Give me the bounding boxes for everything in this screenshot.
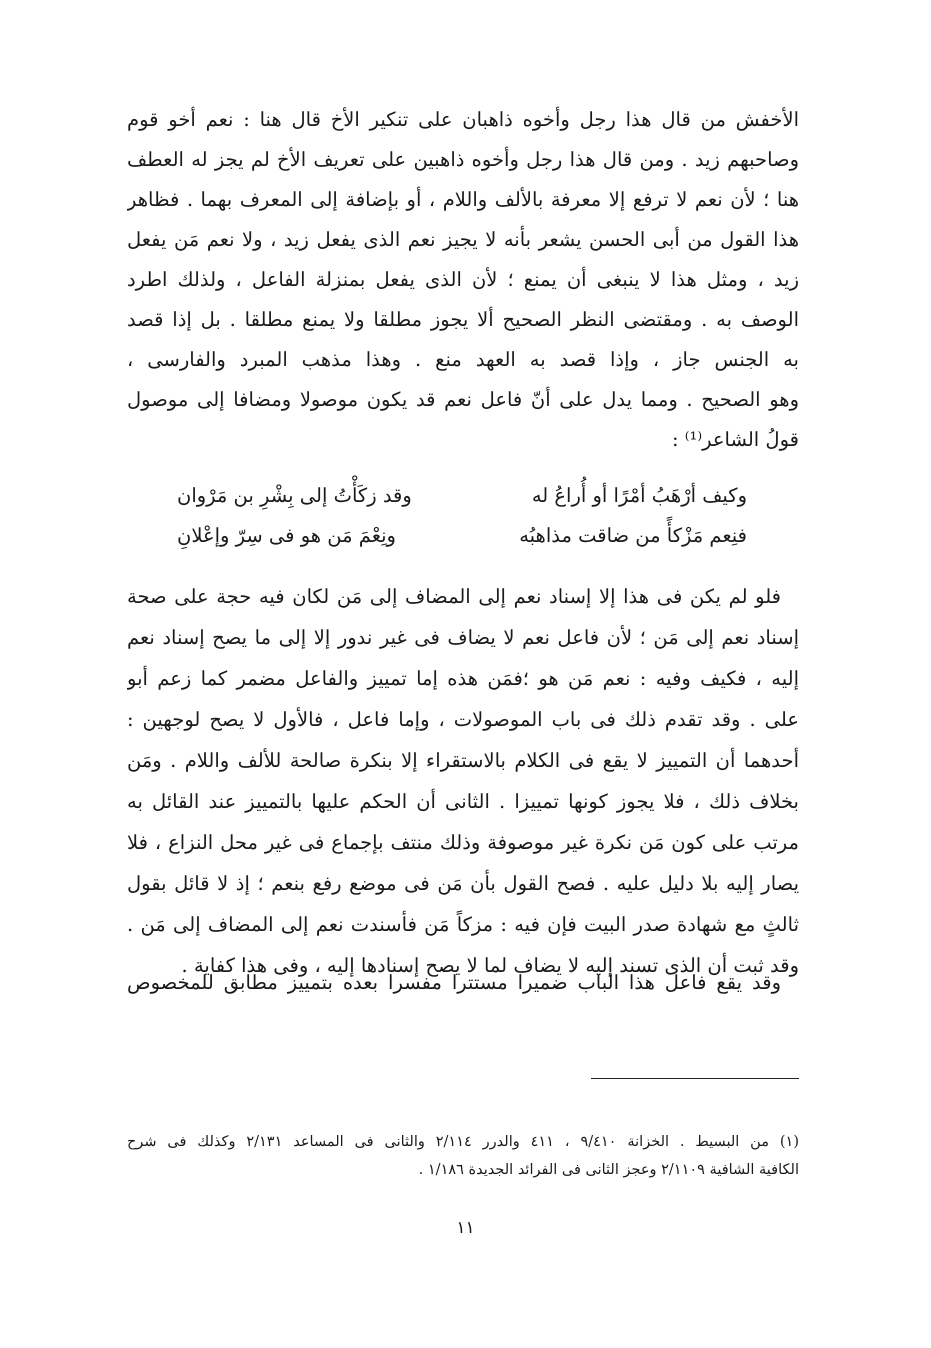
text-line: هنا ؛ لأن نعم لا ترفع إلا معرفة بالألف واللام ، أو بإضافة إلى المعرف بهما . فظاهر: [127, 188, 799, 211]
text-line: وقد ثبت أن الذى تسند إليه لا يضاف لما لا يصح إسنادها إليه ، وفى هذا كفاية .: [181, 954, 799, 977]
text-line: بخلاف ذلك ، فلا يجوز كونها تمييزا . الثانى أن الحكم عليها بالتمييز عند القائل به: [127, 790, 799, 813]
text-line: فلو لم يكن فى هذا إلا إسناد نعم إلى المضاف إلى مَن لكان فيه حجة على صحة: [127, 585, 781, 608]
verse-first-hemistich: وكيف أرْهَبُ أمْرًا أو أُراعُ له: [531, 484, 747, 507]
text-line: وصاحبهم زيد . ومن قال هذا رجل وأخوه ذاهبين على تعريف الأخ لم يجز له العطف: [127, 148, 799, 171]
footnote-line: (١) من البسيط . الخزانة ٩/٤١٠ ، ٤١١ والدرر ٢/١١٤ والثانى فى المساعد ٢/١٣١ وكذلك فى شرح: [127, 1134, 799, 1150]
page-number: ١١: [456, 1218, 475, 1238]
paragraph-closing: [127, 963, 799, 1003]
text-line: ثالثٍ مع شهادة صدر البيت فإن فيه : مزكاً مَن فأسندت نعم إلى المضاف إلى مَن .: [127, 913, 799, 936]
text-line: به الجنس جاز ، وإذا قصد به العهد منع . وهذا مذهب المبرد والفارسى ،: [127, 348, 799, 371]
verse-row: [127, 516, 799, 556]
text-line: الأخفش من قال هذا رجل وأخوه ذاهبان على تنكير الأخ قال هنا : نعم أخو قوم: [127, 108, 799, 131]
text-line: إسناد نعم إلى مَن ؛ لأن فاعل نعم لا يضاف فى غير ندور إلا إلى ما يصح إسناد نعم: [127, 626, 799, 649]
footnote-divider: [591, 1078, 799, 1079]
verse-second-hemistich: وقد زكَأْتُ إلى بِشْرِ بن مَرْوان: [177, 484, 412, 507]
verse-first-hemistich: فنِعم مَزْكأً من ضاقت مذاهبُه: [519, 524, 747, 547]
text-line: أحدهما أن التمييز لا يقع فى الكلام بالاستقراء إلا بنكرة صالحة للألف واللام . ومَن: [127, 749, 799, 772]
paragraph-argument: [127, 576, 799, 986]
verse-second-hemistich: ونِعْمَ مَن هو فى سِرّ وإعْلانِ: [177, 524, 396, 547]
text-line: يصار إليه بلا دليل عليه . فصح القول بأن مَن فى موضع رفع بنعم ؛ إذ لا قائل بقول: [127, 872, 799, 895]
text-line: قولُ الشاعر⁽¹⁾ :: [671, 428, 799, 451]
paragraph-intro: [127, 100, 799, 460]
footnote-line: الكافية الشافية ٢/١١٠٩ وعجز الثانى فى الفرائد الجديدة ١/١٨٦ .: [418, 1162, 799, 1178]
text-line: وهو الصحيح . ومما يدل على أنّ فاعل نعم قد يكون موصولا ومضافا إلى موصول: [127, 388, 799, 411]
text-line: الوصف به . ومقتضى النظر الصحيح ألا يجوز مطلقا ولا يمنع مطلقا . بل إذا قصد: [127, 308, 799, 331]
text-line: هذا القول من أبى الحسن يشعر بأنه لا يجيز نعم الذى يفعل زيد ، ولا نعم مَن يفعل: [127, 228, 799, 251]
text-line: مرتب على كون مَن نكرة غير موصوفة وذلك منتف بإجماع فى غير محل النزاع ، فلا: [127, 831, 799, 854]
text-line: إليه ، فكيف وفيه : نعم مَن هو ؛فمَن هذه إما تمييز والفاعل مضمر كما زعم أبو: [127, 667, 799, 690]
text-line: على . وقد تقدم ذلك فى باب الموصولات ، وإما فاعل ، فالأول لا يصح لوجهين :: [127, 708, 799, 731]
text-line: وقد يقع فاعل هذا الباب ضميرا مستترا مفسرا بعده بتمييز مطابق للمخصوص: [127, 971, 781, 994]
verse-row: [127, 476, 799, 516]
footnotes: [127, 1128, 799, 1184]
text-line: زيد ، ومثل هذا لا ينبغى أن يمنع ؛ لأن الذى يفعل بمنزلة الفاعل ، ولذلك اطرد: [127, 268, 799, 291]
poem-verses: [127, 476, 799, 556]
